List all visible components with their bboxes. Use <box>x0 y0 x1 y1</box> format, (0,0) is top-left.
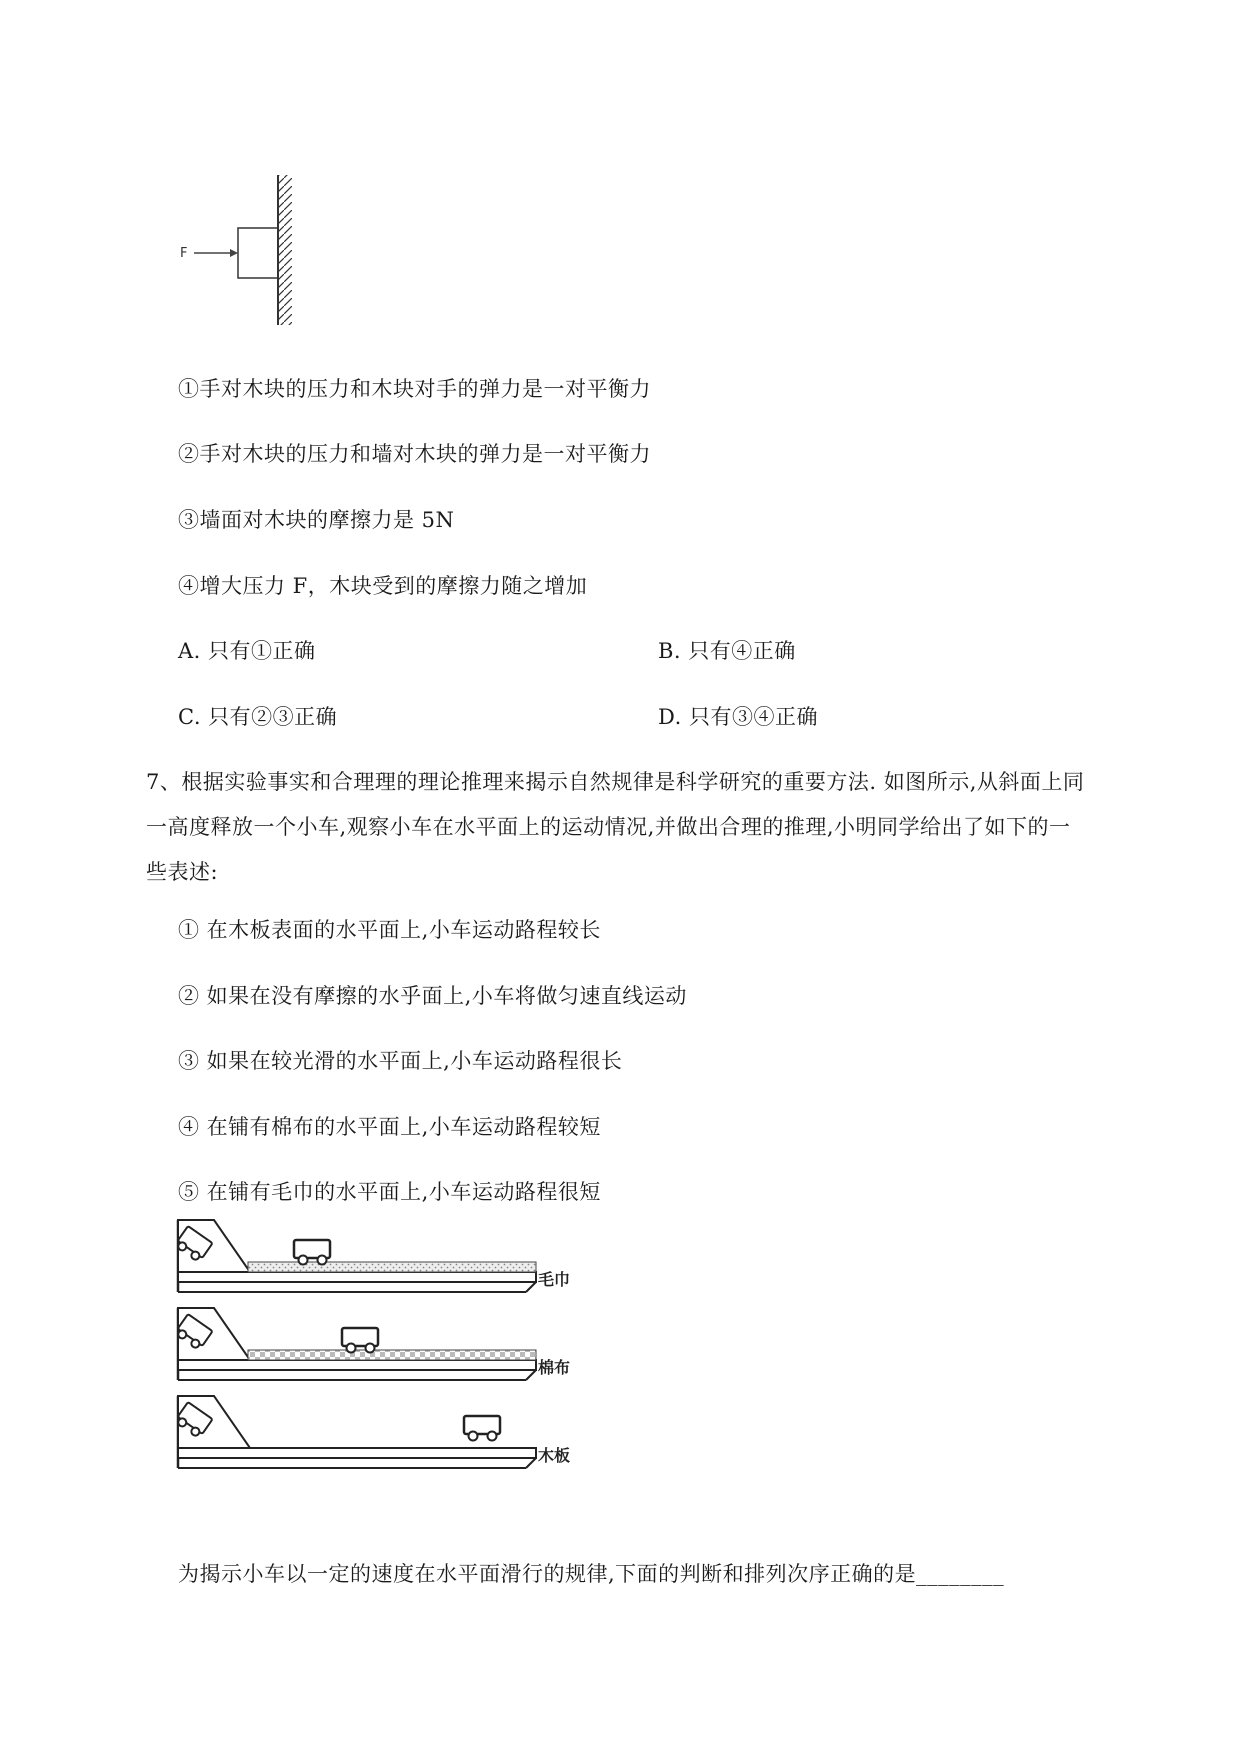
q7-statement-4: ④ 在铺有棉布的水平面上,小车运动路程较短 <box>178 1115 601 1139</box>
q7-statement-5: ⑤ 在铺有毛巾的水平面上,小车运动路程很短 <box>178 1180 601 1204</box>
q6-statement-4: ④增大压力 F，木块受到的摩擦力随之增加 <box>178 574 588 598</box>
q7-stem-line-1: 7、根据实验事实和合理理的理论推理来揭示自然规律是科学研究的重要方法. 如图所示,从斜面上同 <box>146 770 1085 794</box>
label-towel: 毛巾 <box>538 1270 571 1289</box>
q7-stem-line-3: 些表述: <box>146 860 219 884</box>
q6-option-a[interactable]: A. 只有①正确 <box>178 639 316 663</box>
q7-statement-1: ① 在木板表面的水平面上,小车运动路程较长 <box>178 918 601 942</box>
force-label: F <box>180 246 188 261</box>
q6-statement-1: ①手对木块的压力和木块对手的弹力是一对平衡力 <box>178 377 651 401</box>
setup-towel <box>174 1220 536 1292</box>
q6-option-c[interactable]: C. 只有②③正确 <box>178 705 338 729</box>
setup-cotton <box>174 1308 536 1380</box>
q7-statement-2: ② 如果在没有摩擦的水乎面上,小车将做匀速直线运动 <box>178 984 687 1008</box>
q7-statement-3: ③ 如果在较光滑的水平面上,小车运动路程很长 <box>178 1049 623 1073</box>
q6-option-b[interactable]: B. 只有④正确 <box>658 639 796 663</box>
setup-wood <box>174 1396 536 1468</box>
q7-question: 为揭示小车以一定的速度在水平面滑行的规律,下面的判断和排列次序正确的是________ <box>178 1562 1005 1586</box>
block-wall-figure <box>172 170 302 330</box>
q6-option-d[interactable]: D. 只有③④正确 <box>658 705 818 729</box>
q7-stem-line-2: 一高度释放一个小车,观察小车在水平面上的运动情况,并做出合理的推理,小明同学给出了如下的一 <box>146 815 1071 839</box>
label-wood: 木板 <box>538 1446 571 1465</box>
q6-statement-3: ③墙面对木块的摩擦力是 5N <box>178 508 455 532</box>
wood-block <box>238 228 278 278</box>
q6-statement-2: ②手对木块的压力和墙对木块的弹力是一对平衡力 <box>178 442 651 466</box>
inclined-plane-figure <box>170 1212 590 1522</box>
label-cotton: 棉布 <box>538 1358 571 1377</box>
